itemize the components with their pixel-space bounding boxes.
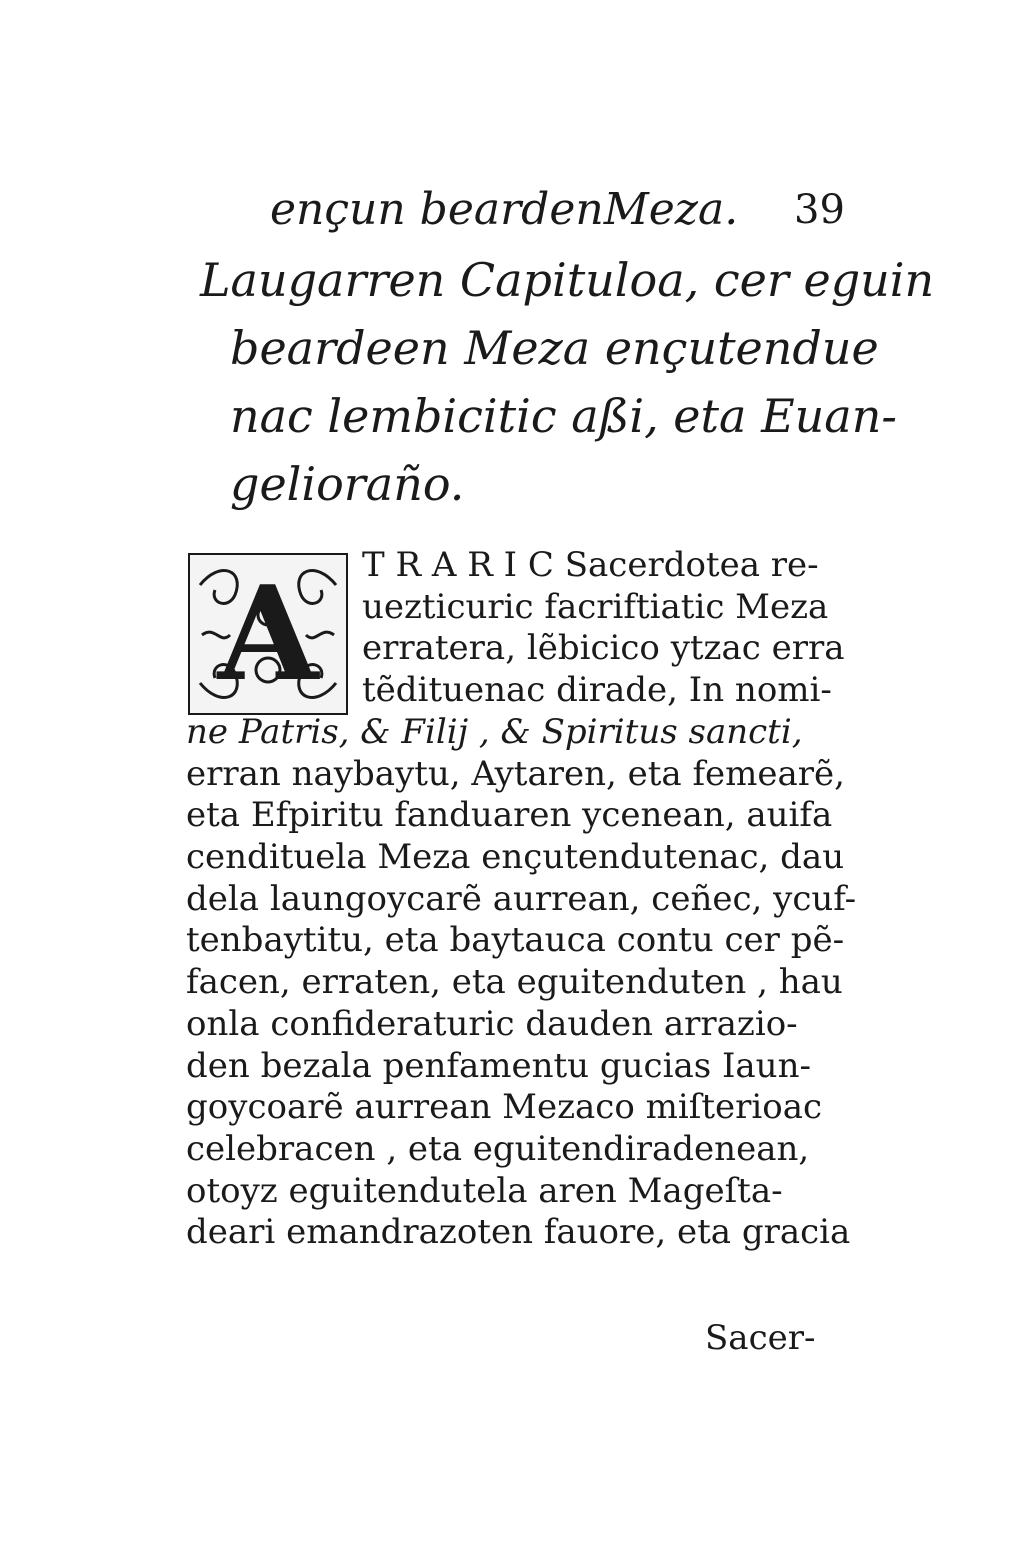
- text-line: ne Patris, & Filij , & Spiritus sancti,: [186, 712, 803, 752]
- running-head-title: ençun beardenMeza.: [270, 184, 739, 235]
- catchword: Sacer-: [705, 1318, 816, 1358]
- text-line: dela laungoycarẽ aurrean, ceñec, ycuf-: [186, 878, 857, 919]
- text-line: den bezala penfamentu gucias Iaun-: [186, 1045, 811, 1086]
- text-line: goycoarẽ aurrean Mezaco miſterioac: [186, 1087, 823, 1128]
- text-line: tenbaytitu, eta baytauca contu cer pẽ-: [186, 920, 845, 961]
- text-line: cendituela Meza ençutendutenac, dau: [186, 837, 845, 878]
- text-line: uezticuric facriftiatic Meza: [362, 586, 829, 627]
- text-line: deari emandrazoten fauore, eta gracia: [186, 1212, 851, 1253]
- text-line: onla confideraturic dauden arrazio-: [186, 1003, 798, 1044]
- indented-paragraph: [362, 545, 845, 712]
- text-line: tẽdituenac dirade, In nomi-: [362, 670, 832, 711]
- text-line: otoyz eguitendutela aren Mageſta-: [186, 1170, 783, 1211]
- page-number: 39: [794, 187, 845, 233]
- text-line: celebracen , eta eguitendiradenean,: [186, 1128, 810, 1169]
- heading-line: nac lembicitic aßi, eta Euan-: [230, 389, 897, 443]
- body-paragraph: [186, 712, 856, 1254]
- heading-line: Laugarren Capituloa, cer eguin: [200, 253, 935, 307]
- initial-letter: A: [217, 557, 319, 710]
- running-head: [270, 180, 845, 240]
- text-line: T R A R I C Sacerdotea re-: [362, 545, 819, 585]
- chapter-heading: [200, 246, 935, 518]
- heading-line: beardeen Meza ençutendue: [230, 321, 879, 375]
- heading-line: gelioraño.: [230, 457, 465, 511]
- decorated-initial: [188, 553, 348, 715]
- text-line: facen, erraten, eta eguitenduten , hau: [186, 962, 843, 1003]
- text-line: erratera, lẽbicico ytzac erra: [362, 628, 845, 669]
- text-line: eta Efpiritu fanduaren ycenean, auifa: [186, 795, 833, 836]
- text-line: erran naybaytu, Aytaren, eta femearẽ,: [186, 753, 845, 794]
